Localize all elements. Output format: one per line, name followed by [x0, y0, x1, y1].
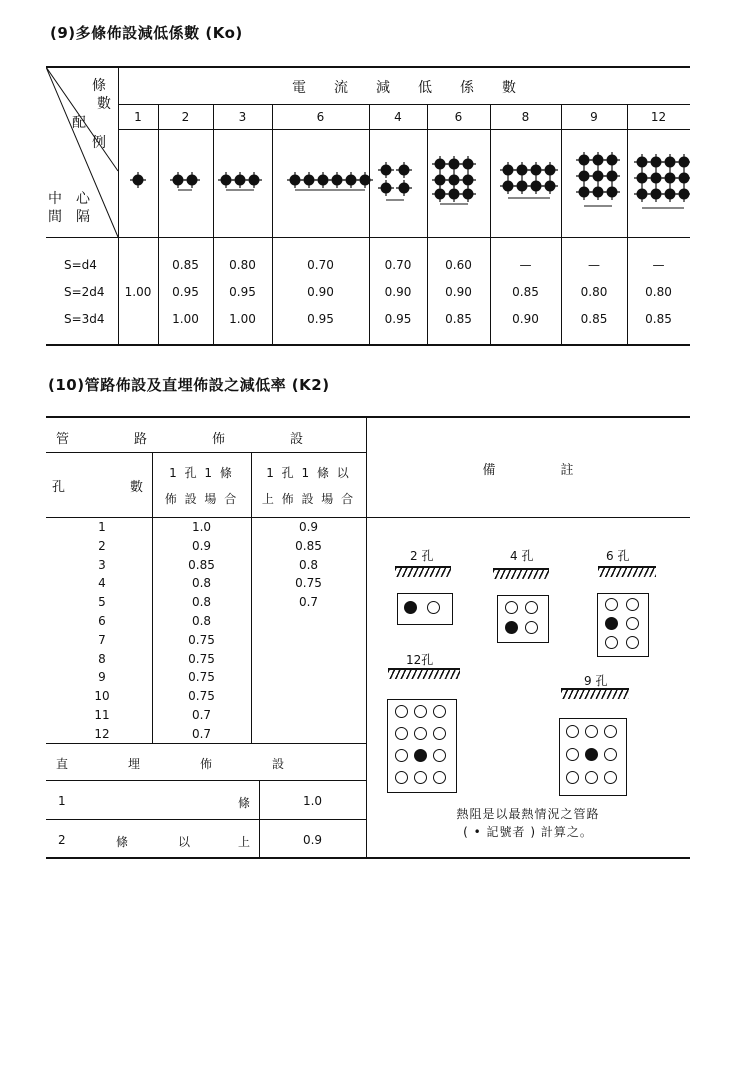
reduction-value-cell: — — [519, 258, 532, 272]
hole-count-cell: 12 — [94, 726, 110, 741]
pipe-layout-header: 管 路 佈 設 — [56, 432, 304, 447]
section10-title: (10)管路佈設及直埋佈設之減低率 (K2) — [48, 376, 330, 394]
single-cable-value: 1.0 — [191, 520, 212, 534]
reduction-value-cell: 0.95 — [384, 312, 412, 326]
remarks-note-1: 熱阻是以最熱情況之管路 — [456, 807, 600, 821]
row-label-s-2d4: S=2d4 — [64, 285, 105, 299]
ground-hatch — [395, 566, 451, 577]
hole — [566, 771, 579, 784]
diag-label-spacing-1: 中 心 — [48, 191, 90, 207]
hot-hole — [585, 748, 598, 761]
hole — [605, 636, 618, 649]
col-single-cable-2: 佈 設 場 合 — [164, 492, 239, 506]
hole — [626, 617, 639, 630]
count-cell: 3 — [238, 110, 247, 124]
hole-count-cell: 11 — [94, 708, 110, 722]
single-cable-value: 0.75 — [188, 689, 215, 704]
label-6-holes: 6 孔 — [606, 549, 630, 563]
reduction-value-cell: 0.70 — [384, 258, 412, 272]
col-hole-count: 孔 數 — [52, 480, 144, 495]
diag-label-count-1: 條 — [92, 78, 106, 94]
diag-label-layout-2: 例 — [92, 135, 106, 151]
reduction-value-cell: 0.60 — [445, 258, 472, 272]
ground-hatch — [388, 668, 460, 679]
single-cable-value: 0.8 — [191, 595, 212, 610]
multi-cable-value: 0.75 — [295, 576, 322, 591]
direct-row1-num: 1 — [58, 794, 66, 808]
direct-row2-value: 0.9 — [302, 833, 323, 847]
label-12-holes: 12孔 — [406, 653, 434, 667]
reduction-value-cell: 0.80 — [229, 258, 256, 272]
hole — [395, 771, 408, 784]
hole — [427, 601, 440, 614]
hole — [566, 748, 579, 761]
reduction-value-cell: 0.70 — [307, 258, 334, 272]
single-cable-value: 0.8 — [191, 614, 212, 628]
col-single-cable-1: 1 孔 1 條 — [169, 466, 234, 480]
single-cable-value: 0.7 — [191, 726, 212, 741]
hole — [566, 725, 579, 738]
hole — [626, 636, 639, 649]
hole — [505, 601, 518, 614]
count-cell: 4 — [394, 110, 402, 124]
reduction-value-cell: — — [588, 258, 600, 272]
hole — [605, 598, 618, 611]
reduction-value-cell: 0.85 — [645, 312, 672, 326]
multi-cable-value: 0.9 — [298, 520, 319, 534]
direct-burial-header: 直 埋 佈 設 — [56, 757, 285, 771]
hole-count-cell: 1 — [98, 520, 106, 534]
reduction-value-cell: 0.90 — [445, 285, 472, 299]
count-cell: 6 — [454, 110, 463, 124]
reduction-value-cell: 0.80 — [645, 285, 672, 299]
label-4-holes: 4 孔 — [510, 549, 534, 563]
hole — [525, 601, 538, 614]
multi-cable-value: 0.85 — [295, 538, 322, 553]
single-cable-value: 0.85 — [188, 557, 215, 572]
count-cell: 2 — [181, 110, 190, 124]
label-2-holes: 2 孔 — [410, 549, 434, 563]
hole — [433, 727, 446, 740]
reduction-value-cell: 0.85 — [172, 258, 199, 272]
hot-hole — [505, 621, 518, 634]
reduction-value-cell: 0.95 — [307, 312, 334, 326]
hole — [525, 621, 538, 634]
hot-hole — [414, 749, 427, 762]
duct-4-holes — [497, 595, 549, 643]
label-9-holes: 9 孔 — [584, 674, 608, 688]
reduction-value-cell: 0.90 — [307, 285, 334, 299]
hole — [395, 727, 408, 740]
row-label-s-3d4: S=3d4 — [64, 312, 105, 326]
hole — [585, 771, 598, 784]
hole — [604, 771, 617, 784]
hole-count-cell: 7 — [98, 632, 106, 647]
single-cable-value: 0.8 — [191, 576, 212, 591]
single-cable-value: 0.7 — [191, 708, 212, 722]
hole — [433, 771, 446, 784]
reduction-value-cell: 0.90 — [384, 285, 412, 299]
hot-hole — [404, 601, 417, 614]
hole-count-cell: 6 — [98, 614, 106, 628]
hole — [433, 749, 446, 762]
reduction-value-cell: 1.00 — [124, 285, 152, 299]
row-label-s-d4: S=d4 — [64, 258, 97, 272]
section9-title: (9)多條佈設減低係數 (Ko) — [50, 24, 243, 42]
reduction-value-cell: 1.00 — [172, 312, 199, 326]
direct-row1-unit: 條 — [238, 796, 251, 810]
reduction-value-cell: 0.95 — [229, 285, 256, 299]
hole-count-cell: 9 — [98, 670, 106, 685]
count-cell: 12 — [650, 110, 667, 124]
count-cell: 1 — [134, 110, 142, 124]
reduction-header: 電 流 減 低 係 數 — [292, 80, 516, 96]
hot-hole — [605, 617, 618, 630]
col-multi-cable-1: 1 孔 1 條 以 — [266, 466, 351, 480]
single-cable-value: 0.9 — [191, 538, 212, 553]
remarks-note-2: ( • 記號者 ) 計算之。 — [463, 825, 593, 839]
reduction-value-cell: 0.85 — [445, 312, 472, 326]
ground-hatch — [561, 688, 629, 699]
reduction-value-cell: 0.95 — [172, 285, 199, 299]
direct-row2-unit: 條 — [116, 835, 129, 849]
diag-label-spacing-2: 間 隔 — [48, 209, 90, 225]
hole — [604, 725, 617, 738]
hole — [604, 748, 617, 761]
multi-cable-value: 0.7 — [298, 595, 319, 610]
hole — [414, 727, 427, 740]
hole-count-cell: 2 — [98, 538, 106, 553]
direct-row2-above2: 上 — [238, 835, 251, 849]
reduction-value-cell: 0.85 — [512, 285, 539, 299]
reduction-value-cell: 0.85 — [580, 312, 608, 326]
hole-count-cell: 8 — [98, 651, 106, 666]
remarks-header: 備 註 — [482, 463, 574, 478]
col-multi-cable-2: 上 佈 設 場 合 — [261, 492, 356, 506]
hole-count-cell: 10 — [94, 689, 110, 704]
reduction-value-cell: — — [652, 258, 665, 272]
hole — [414, 705, 427, 718]
count-cell: 8 — [521, 110, 530, 124]
hole — [395, 705, 408, 718]
hole — [585, 725, 598, 738]
reduction-value-cell: 0.90 — [512, 312, 539, 326]
count-cell: 9 — [590, 110, 598, 124]
reduction-value-cell: 0.80 — [580, 285, 608, 299]
diag-label-count-2: 數 — [97, 96, 111, 112]
hole-count-cell: 5 — [98, 595, 106, 610]
count-cell: 6 — [316, 110, 325, 124]
cable-layout-diagrams — [118, 130, 690, 236]
hole — [395, 749, 408, 762]
reduction-value-cell: 1.00 — [229, 312, 256, 326]
hole — [626, 598, 639, 611]
diag-label-layout-1: 配 — [72, 115, 86, 131]
direct-row2-num: 2 — [58, 833, 66, 847]
multi-cable-value: 0.8 — [298, 557, 319, 572]
hole-count-cell: 4 — [98, 576, 106, 591]
direct-row2-above1: 以 — [178, 835, 191, 849]
single-cable-value: 0.75 — [188, 632, 215, 647]
hole — [414, 771, 427, 784]
ground-hatch — [598, 566, 656, 577]
single-cable-value: 0.75 — [188, 670, 215, 685]
hole — [433, 705, 446, 718]
direct-row1-value: 1.0 — [302, 794, 323, 808]
hole-count-cell: 3 — [98, 557, 106, 572]
ground-hatch — [493, 568, 549, 579]
single-cable-value: 0.75 — [188, 651, 215, 666]
